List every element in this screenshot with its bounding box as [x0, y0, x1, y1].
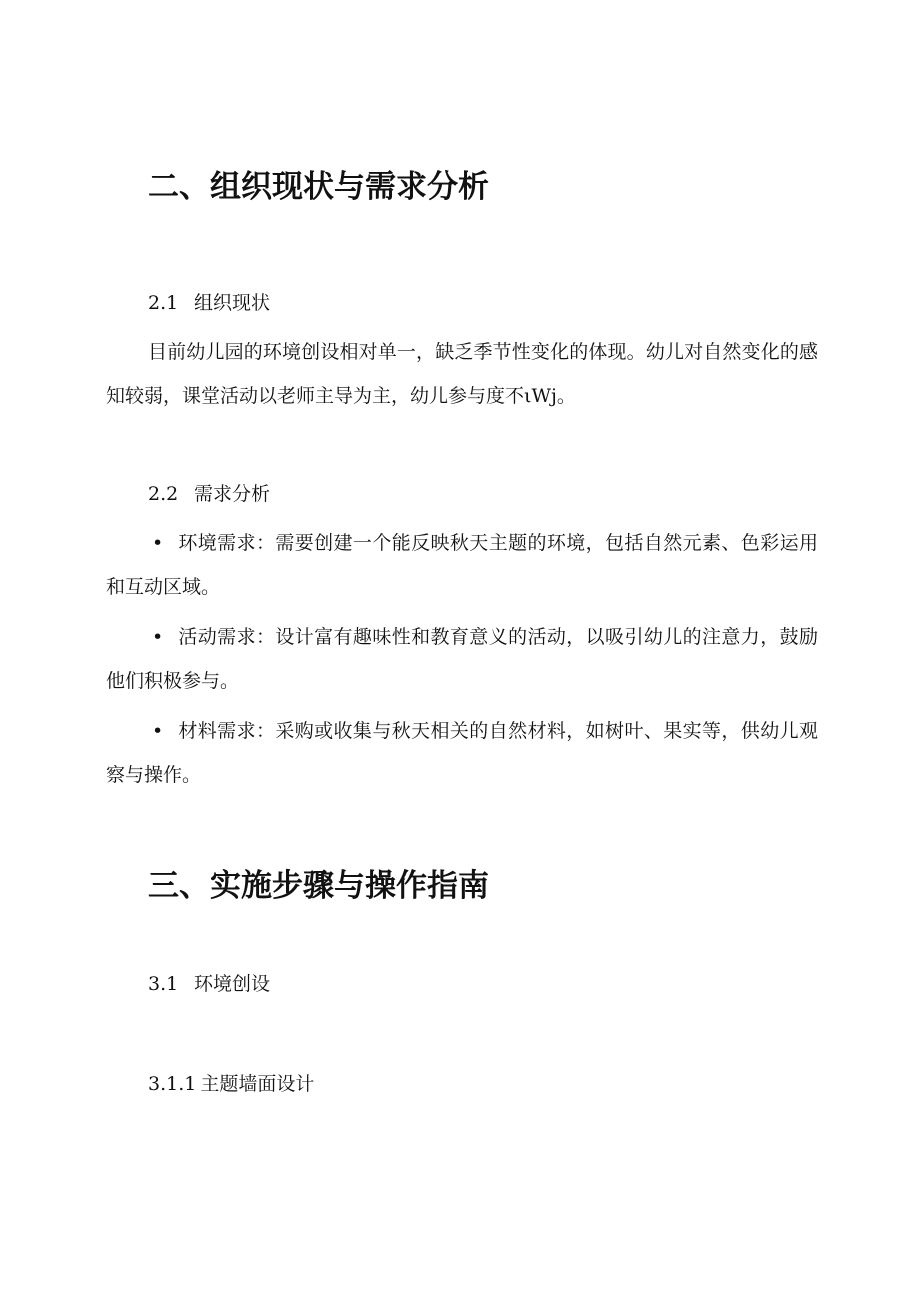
needs-list-item	[106, 709, 818, 797]
subsection-3-1-1-heading	[148, 1070, 314, 1098]
needs-item-text: 环境需求：需要创建一个能反映秋天主题的环境，包括自然元素、色彩运用和互动区域。	[106, 532, 818, 598]
subsection-2-2-heading	[148, 480, 270, 508]
subsection-2-2-number: 2.2	[148, 483, 179, 505]
subsection-2-2-title: 需求分析	[194, 483, 271, 505]
bullet-icon: •	[152, 626, 164, 648]
subsection-3-1-1-title: 主题墙面设计	[200, 1073, 315, 1095]
bullet-icon: •	[152, 532, 164, 554]
subsection-3-1-1-number: 3.1.1	[148, 1073, 197, 1095]
needs-list-item	[106, 615, 818, 703]
needs-item-text: 材料需求：采购或收集与秋天相关的自然材料，如树叶、果实等，供幼儿观察与操作。	[106, 720, 818, 786]
subsection-2-1-title: 组织现状	[194, 292, 271, 314]
subsection-3-1-number: 3.1	[148, 973, 179, 995]
subsection-3-1-heading	[148, 970, 270, 998]
needs-list-item	[106, 521, 818, 609]
subsection-3-1-title: 环境创设	[194, 973, 271, 995]
needs-item-text: 活动需求：设计富有趣味性和教育意义的活动，以吸引幼儿的注意力，鼓励他们积极参与。	[106, 626, 818, 692]
subsection-2-1-number: 2.1	[148, 292, 179, 314]
subsection-2-1-heading	[148, 289, 270, 317]
section-2-heading: 二、组织现状与需求分析	[148, 169, 489, 205]
bullet-icon: •	[152, 720, 164, 742]
current-status-paragraph: 目前幼儿园的环境创设相对单一，缺乏季节性变化的体现。幼儿对自然变化的感知较弱，课堂活动以老师主导为主，幼儿参与度不ιWj。	[106, 341, 818, 407]
section-3-heading: 三、实施步骤与操作指南	[148, 868, 489, 904]
